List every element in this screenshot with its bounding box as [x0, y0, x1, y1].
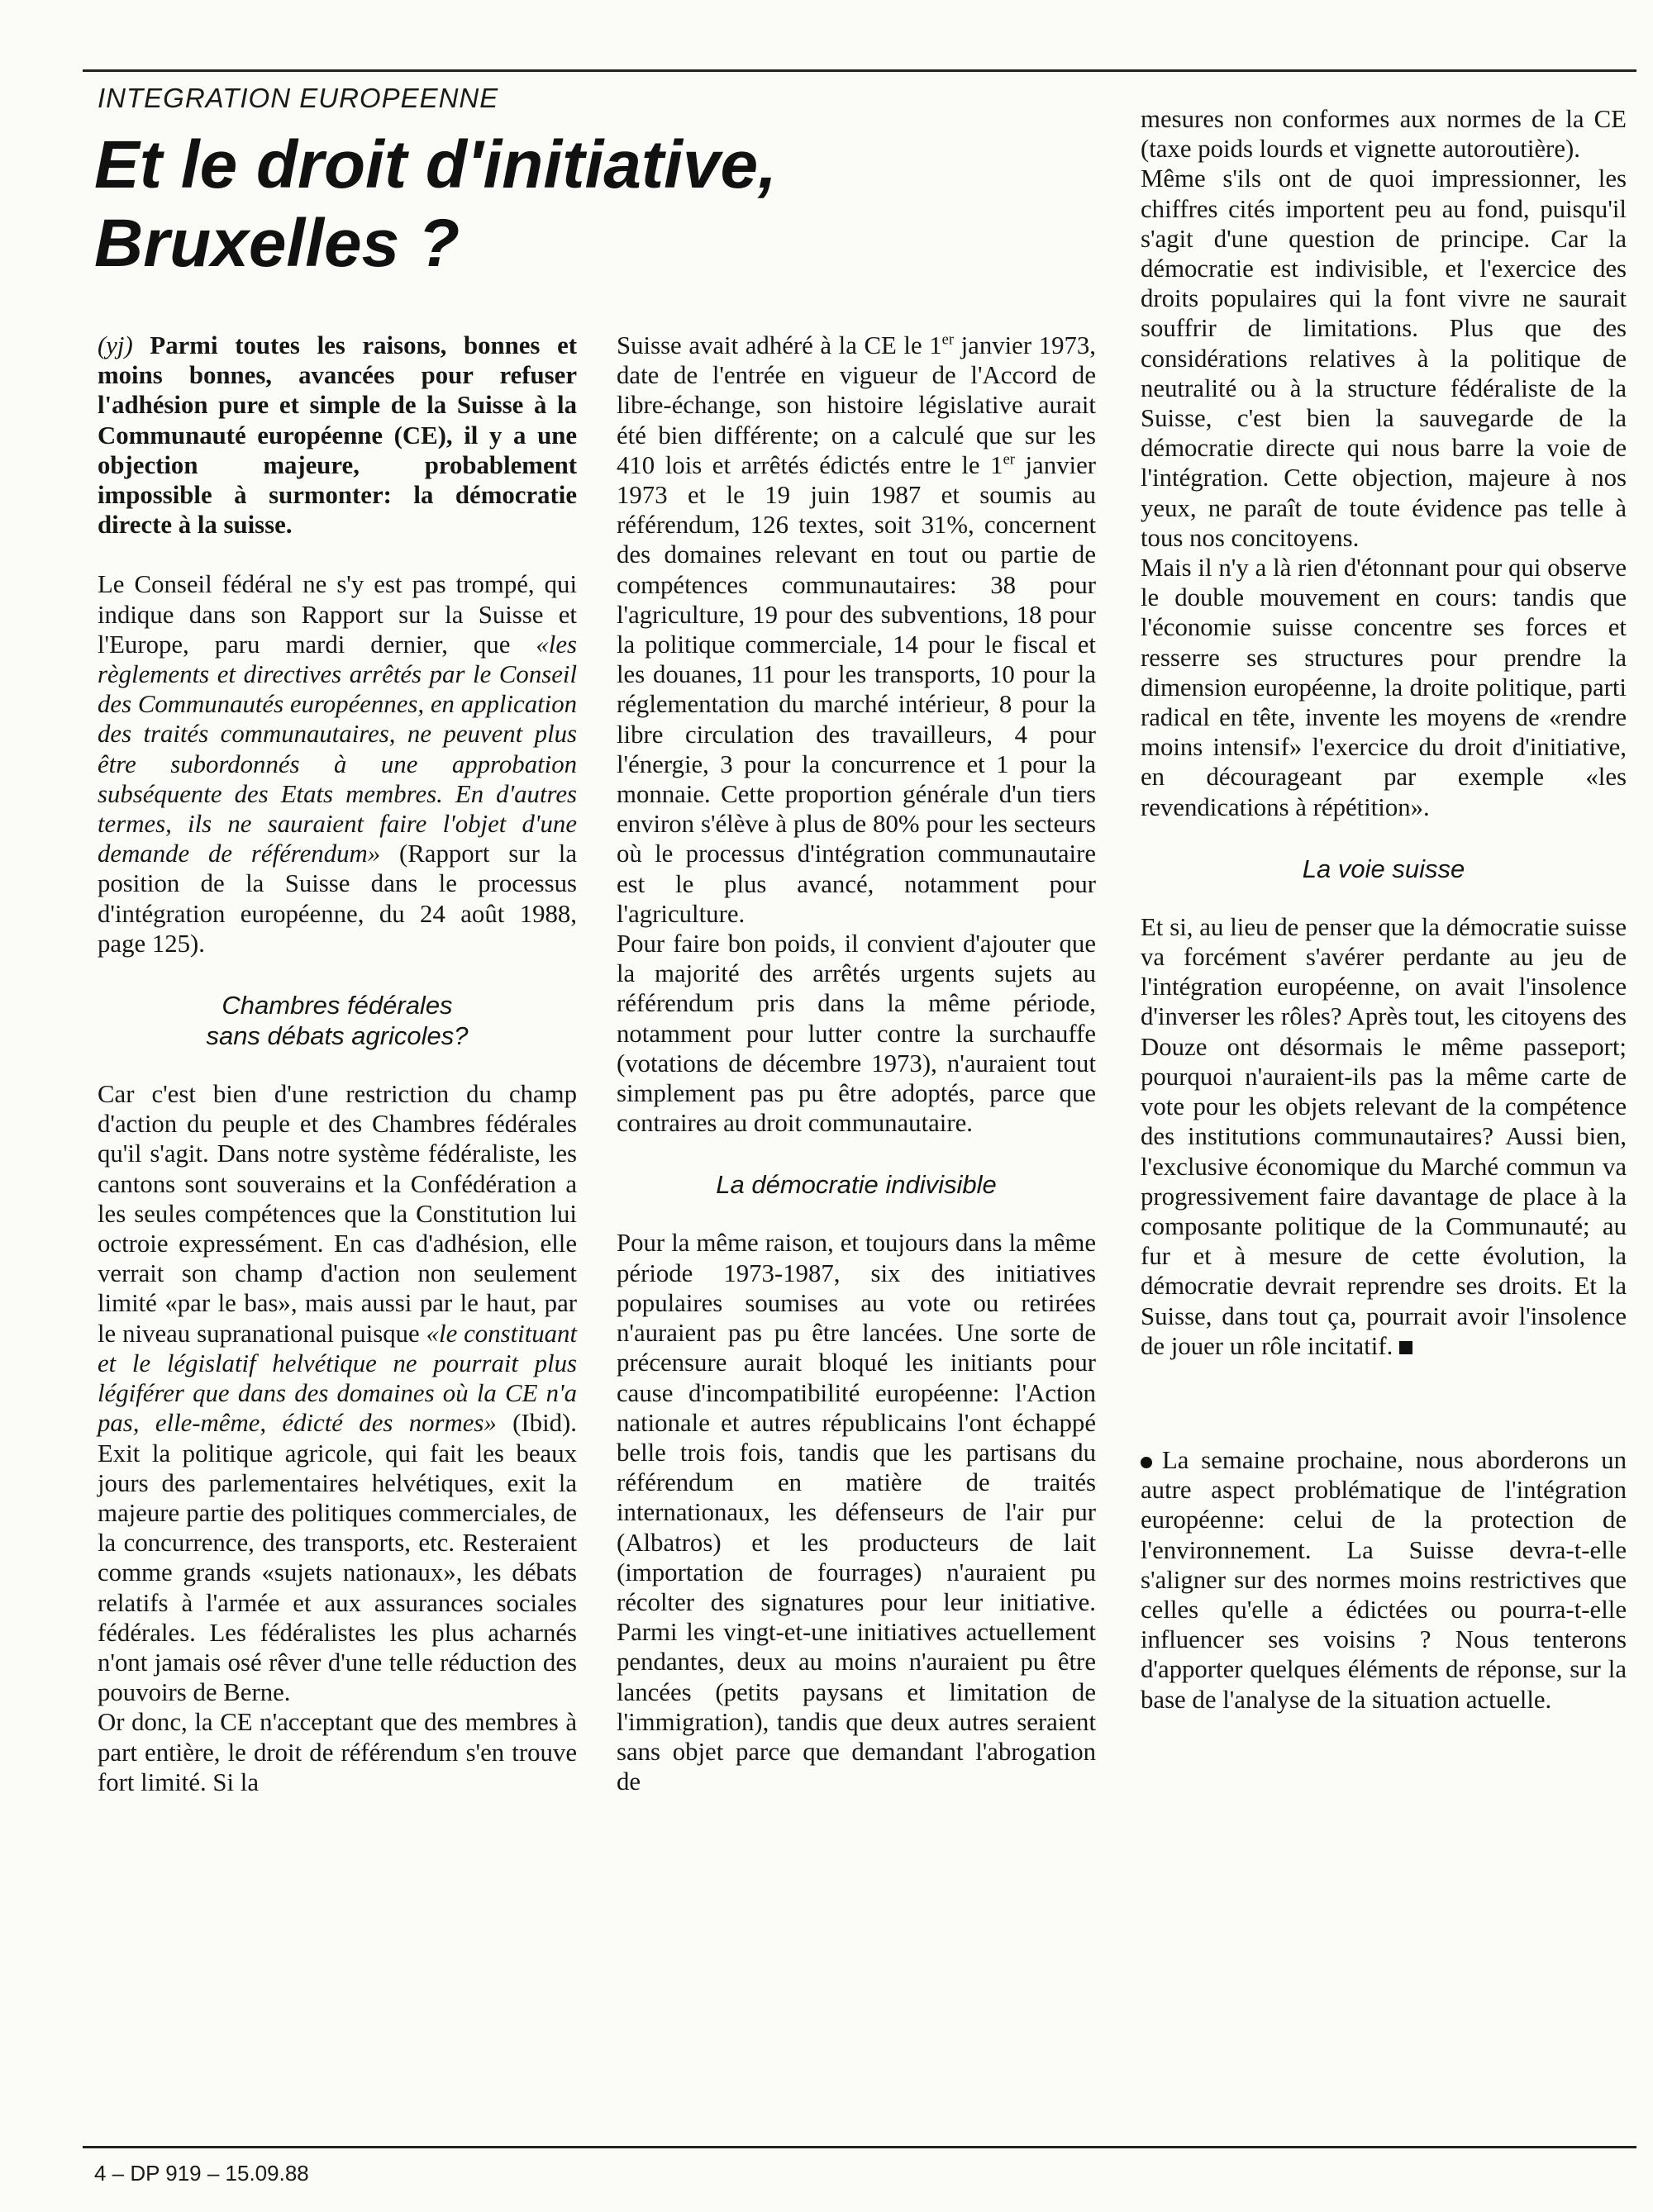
text-run: Car c'est bien d'une restriction du champ d'action du peuple et des Chambres fédérales qu'il s'agit. Dans notre système fédéraliste, les cantons sont souverains et la Confédération a les seules compétences que la Constitution lui octroie expressément. En cas d'adhésion, elle verrait son champ d'action non seulement limité «par le bas», mais aussi par le haut, par le niveau supranational puisque — [98, 1080, 577, 1348]
lead-paragraph — [98, 331, 577, 540]
next-week-note — [1141, 1445, 1627, 1715]
body-paragraph: mesures non conformes aux normes de la CE (taxe poids lourds et vignette autoroutière). — [1141, 105, 1627, 164]
superscript: er — [941, 331, 955, 348]
end-of-article-mark — [1399, 1341, 1412, 1354]
body-paragraph: Pour faire bon poids, il convient d'ajouter que la majorité des arrêtés urgents sujets au référendum pris dans la même période, notamment pour lutter contre la surchauffe (votations de décembre 1973), n'auraient tout simplement pas pu être adoptés, parce que contraires au droit communautaire. — [617, 930, 1096, 1138]
text-run: (Rapport sur la position de la Suisse dans le processus d'intégration européenne, du 24 août 1988, page 125). — [98, 840, 577, 958]
text-run: Et si, au lieu de penser que la démocratie suisse va forcément s'avérer perdante au jeu de l'intégration européenne, on avait l'insolence d'inverser les rôles? Après tout, les citoyens des Douze ont désormais le même passeport; pourquoi n'auraient-ils pas la même carte de vote pour les objets relevant de la compétence des institutions communautaires? Aussi bien, l'exclusive économique du Marché commun va progressivement faire davantage de place à la composante politique de la Communauté; au fur et à mesure de cette évolution, la démocratie devrait reprendre ses droits. Et la Suisse, dans tout ça, pourrait avoir l'insolence de jouer un rôle incitatif. — [1141, 912, 1627, 1360]
text-run: Le Conseil fédéral ne s'y est pas trompé, qui indique dans son Rapport sur la Suisse et l'Europe, paru mardi dernier, que — [98, 570, 577, 659]
article-title: Et le droit d'initiative, Bruxelles ? — [94, 127, 777, 281]
text-run: janvier 1973, date de l'entrée en vigueur de l'Accord de libre-échange, son histoire législative aurait été bien différente; on a calculé que sur les 410 lois et arrêtés édictés entre le 1 — [617, 331, 1096, 479]
body-paragraph — [98, 569, 577, 959]
body-paragraph — [98, 1079, 577, 1707]
quote-run: «le constituant et le législatif helvétique ne pourrait plus légiférer que dans des domaines où la CE n'a pas, elle-même, édicté des normes» — [98, 1319, 577, 1438]
quote-run: «les règlements et directives arrêtés par le Conseil des Communautés européennes, en application des traités communautaires, ne peuvent plus être subordonnés à une approbation subséquente des Etats membres. En d'autres termes, ils ne sauraient faire l'objet d'une demande de référendum» — [98, 630, 577, 868]
body-paragraph: Mais il n'y a là rien d'étonnant pour qui observe le double mouvement en cours: tandis que l'économie suisse concentre ses forces et resserre ses structures pour prendre la dimension européenne, la droite politique, parti radical en tête, invente les moyens de «rendre moins intensif» l'exercice du droit d'initiative, en décourageant par exemple «les revendications à répétition». — [1141, 554, 1627, 821]
lead-text: Parmi toutes les raisons, bonnes et moins bonnes, avancées pour refuser l'adhésion pure et simple de la Suisse à la Communauté européenne (CE), il y a une objection majeure, probablement impossible à surmonter: la démocratie directe à la suisse. — [98, 331, 577, 540]
body-paragraph: Même s'ils ont de quoi impressionner, les chiffres cités importent peu au fond, puisqu'il s'agit d'une question de principe. Car la démocratie est indivisible, et l'exercice des droits populaires qui la font vivre ne saurait souffrir de limitations. Plus que des considérations relatives à la politique de neutralité ou à la structure fédéraliste de la Suisse, c'est bien la sauvegarde de la démocratie directe qui nous barre la voie de l'intégration. Cette objection, majeure à nos yeux, ne paraît de toute évidence pas telle à tous nos concitoyens. — [1141, 164, 1627, 552]
subheading: La voie suisse — [1302, 854, 1465, 883]
text-run: (Ibid). Exit la politique agricole, qui fait les beaux jours des parlementaires helvétiques, exit la majeure partie des politiques commerciales, de la concurrence, des transports, etc. Resteraient comme grands «sujets nationaux», les débats relatifs à l'armée et aux assurances sociales fédérales. Les fédéralistes les plus acharnés n'ont jamais osé rêver d'une telle réduction des pouvoirs de Berne. — [98, 1409, 577, 1707]
body-paragraph — [617, 331, 1096, 929]
superscript: er — [1003, 450, 1015, 468]
column-3 — [1141, 104, 1627, 1715]
column-2 — [617, 331, 1096, 1796]
body-paragraph — [1141, 912, 1627, 1361]
subheading: Chambres fédérales sans débats agricoles? — [206, 991, 469, 1051]
top-rule — [83, 69, 1636, 72]
bullet-icon — [1141, 1457, 1152, 1468]
note-text: La semaine prochaine, nous aborderons un autre aspect problématique de l'intégration européenne: celui de la protection de l'environnement. La Suisse devra-t-elle s'aligner sur des normes moins restrictives que celles qu'elle a édictées ou pourra-t-elle influencer ses voisins ? Nous tenterons d'apporter quelques éléments de réponse, sur la base de l'analyse de la situation actuelle. — [1141, 1445, 1627, 1714]
body-paragraph: Or donc, la CE n'acceptant que des membres à part entière, le droit de référendum s'en trouve fort limité. Si la — [98, 1708, 577, 1796]
page-folio: 4 – DP 919 – 15.09.88 — [94, 2161, 309, 2186]
author-signature: (yj) — [98, 331, 133, 359]
subheading: La démocratie indivisible — [716, 1170, 997, 1200]
text-run: janvier 1973 et le 19 juin 1987 et soumis au référendum, 126 textes, soit 31%, concernent des domaines relevant en tout ou partie de compétences communautaires: 38 pour l'agriculture, 19 pour des subventions, 18 pour la politique commerciale, 14 pour le fiscal et les douanes, 11 pour les transports, 10 pour la réglementation du marché intérieur, 8 pour la libre circulation des travailleurs, 4 pour l'énergie, 3 pour la concurrence et 1 pour la monnaie. Cette proportion générale d'un tiers environ s'élève à plus de 80% pour les secteurs où le processus d'intégration communautaire est le plus avancé, notamment pour l'agriculture. — [617, 450, 1096, 928]
body-paragraph: Pour la même raison, et toujours dans la même période 1973-1987, six des initiatives populaires soumises au vote ou retirées n'auraient pas pu être lancées. Une sorte de précensure aurait bloqué les initiants pour cause d'incompatibilité européenne: l'Action nationale et autres républicains l'ont échappé belle trois fois, tandis que les partisans du référendum en matière de traités internationaux, les défenseurs de l'air pur (Albatros) et les producteurs de lait (importation de fourrages) n'auraient pu récolter des signatures pour leur initiative. Parmi les vingt-et-une initiatives actuellement pendantes, deux au moins n'auraient pu être lancées (petits paysans et limitation de l'immigration), tandis que deux autres seraient sans objet parce que demandant l'abrogation de — [617, 1229, 1096, 1796]
column-1 — [98, 331, 577, 1797]
section-kicker: INTEGRATION EUROPEENNE — [98, 83, 499, 113]
bottom-rule — [83, 2146, 1636, 2148]
text-run: Suisse avait adhéré à la CE le 1 — [617, 331, 942, 359]
